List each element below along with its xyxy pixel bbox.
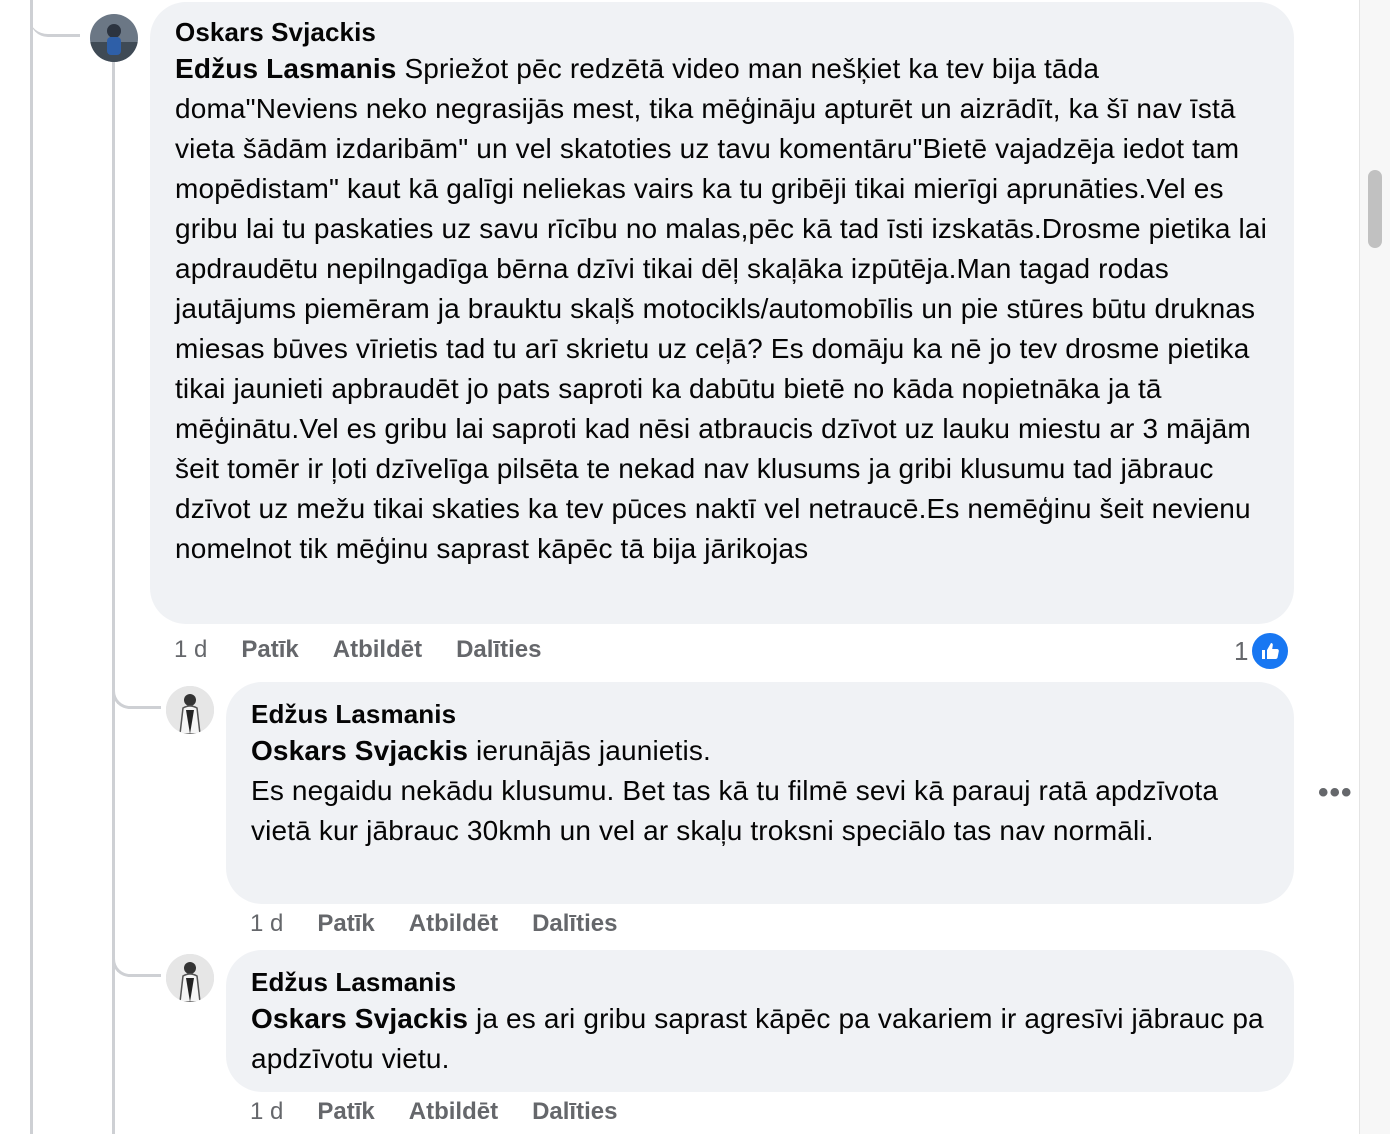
reply-bubble [226,950,1294,1092]
reaction-summary[interactable] [1234,631,1290,671]
share-button[interactable]: Dalīties [532,910,618,937]
comment-timestamp[interactable]: 1 d [174,636,208,663]
comment-bubble [150,2,1294,624]
comment-author[interactable]: Edžus Lasmanis [251,699,457,729]
comment-author[interactable]: Edžus Lasmanis [251,967,457,997]
thumbs-up-icon [1250,631,1290,671]
comment-actions [174,636,575,664]
share-button[interactable]: Dalīties [532,1098,618,1125]
like-button[interactable]: Patīk [241,636,299,663]
comment-timestamp[interactable]: 1 d [250,1098,284,1125]
outer-thread-connector [30,0,80,37]
comment-body: Spriežot pēc redzētā video man nešķiet ka tev bija tāda doma"Neviens neko negrasijās mest, tika mēģināju apturēt un aizrādīt, ka šī nav īstā vieta šādām izdaribām" un vel skatoties uz tavu komentāru"Bietē vajadzēja iedot tam mopēdistam" kaut kā galīgi neliekas vairs ka tu gribēji tikai mierīgi aprunāties.Vel es gribu lai tu paskaties uz savu rīcību no malas,pēc kā tad īsti izskatās.Drosme pietika lai apdraudētu nepilngadīga bērna dzīvi tikai dēļ skaļāka izpūtēja.Man tagad rodas jautājums piemēram ja brauktu skaļš motocikls/automobīlis un pie stūres būtu druknas miesas būves vīrietis tad tu arī skrietu uz ceļā? Es domāju ka nē jo tev drosme pietika tikai jaunieti apbraudēt jo pats saproti ka dabūtu bietē no kāda nopietnāka ja tā mēģinātu.Vel es gribu lai saproti kad nēsi atbraucis dzīvot uz lauku miestu ar 3 mājām šeit tomēr ir ļoti dzīvelīga pilsēta te nekad nav klusums ja gribi klusumu tad jābrauc dzīvot uz mežu tikai skaties ka tev pūces naktī vel netraucē.Es nemēģinu šeit nevienu nomelnot tik mēģinu saprast kāpēc tā bija jārikojas [175,53,1275,564]
reaction-count: 1 [1234,635,1249,666]
outer-thread-line [30,0,33,1134]
comment-author[interactable]: Oskars Svjackis [175,17,376,47]
avatar[interactable] [90,14,138,62]
comment-timestamp[interactable]: 1 d [250,910,284,937]
mention-link[interactable]: Oskars Svjackis [251,1003,469,1034]
reply-thread-line [112,62,115,1134]
reply-bubble [226,682,1294,904]
more-options-icon[interactable]: ••• [1318,776,1353,809]
scrollbar-thumb[interactable] [1368,170,1382,248]
like-button[interactable]: Patīk [317,910,375,937]
avatar[interactable] [166,686,214,734]
comment-text [251,731,1270,851]
reply-button[interactable]: Atbildēt [332,636,423,663]
mention-link[interactable]: Oskars Svjackis [251,735,469,766]
avatar[interactable] [166,954,214,1002]
reply-button[interactable]: Atbildēt [408,910,499,937]
reply-connector-1 [112,660,161,709]
comment-body: ierunājās jaunietis. Es negaidu nekādu klusumu. Bet tas kā tu filmē sevi kā parauj ratā apdzīvota vietā kur jābrauc 30kmh un vel ar skaļu troksni speciālo tas nav normāli. [251,735,1219,846]
comment-text [175,49,1275,569]
comment-text [251,999,1270,1079]
avatar-photo-icon [90,14,138,62]
reply-connector-2 [112,928,161,977]
reply-button[interactable]: Atbildēt [408,1098,499,1125]
share-button[interactable]: Dalīties [456,636,542,663]
comment-actions [250,1098,651,1126]
avatar-photo-icon [166,686,214,734]
avatar-photo-icon [166,954,214,1002]
like-button[interactable]: Patīk [317,1098,375,1125]
mention-link[interactable]: Edžus Lasmanis [175,53,397,84]
comment-actions [250,910,651,938]
comment-body: ja es ari gribu saprast kāpēc pa vakariem ir agresīvi jābrauc pa apdzīvotu vietu. [251,1003,1272,1074]
